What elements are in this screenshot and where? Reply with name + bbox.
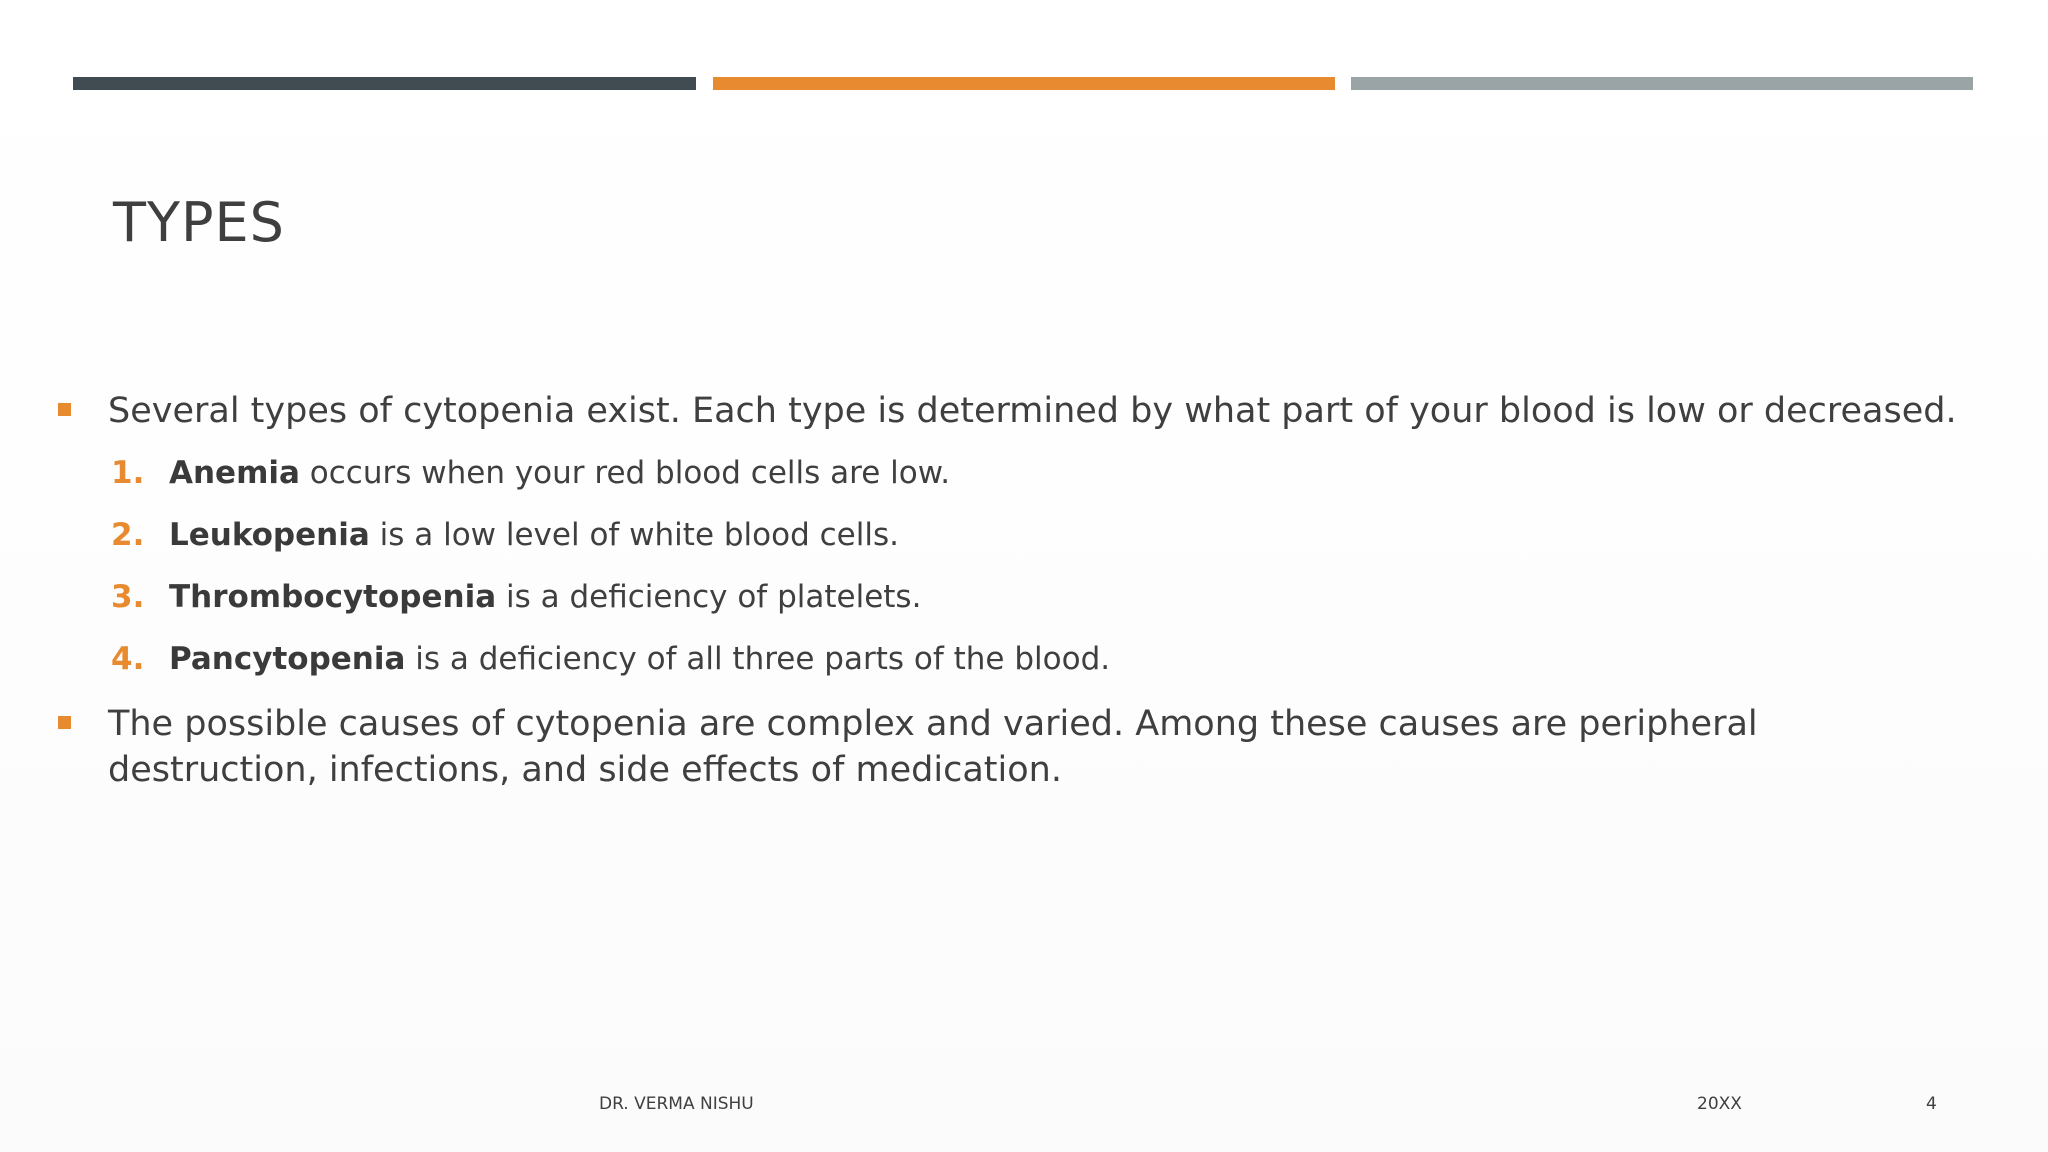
footer-author: DR. VERMA NISHU bbox=[599, 1094, 754, 1114]
item-number: 3. bbox=[111, 579, 145, 615]
item-text bbox=[169, 639, 1110, 679]
item-description: is a deficiency of platelets. bbox=[496, 579, 922, 615]
footer-year: 20XX bbox=[1697, 1094, 1742, 1114]
slide-number: 4 bbox=[1926, 1094, 1937, 1114]
item-text bbox=[169, 453, 950, 493]
item-text bbox=[169, 577, 921, 617]
square-bullet-icon bbox=[58, 716, 71, 729]
item-description: is a deficiency of all three parts of the blood. bbox=[405, 641, 1111, 677]
item-number: 1. bbox=[111, 455, 145, 491]
item-term: Thrombocytopenia bbox=[169, 579, 497, 615]
item-description: occurs when your red blood cells are low. bbox=[299, 455, 951, 491]
item-term: Leukopenia bbox=[169, 517, 370, 553]
item-number: 4. bbox=[111, 641, 145, 677]
item-term: Pancytopenia bbox=[169, 641, 406, 677]
accent-bar-gray bbox=[1351, 77, 1973, 90]
item-description: is a low level of white blood cells. bbox=[369, 517, 899, 553]
item-text bbox=[169, 515, 899, 555]
item-term: Anemia bbox=[169, 455, 300, 491]
bullet-text: The possible causes of cytopenia are complex and varied. Among these causes are peripheral destruction, infections, and side effects of medication. bbox=[108, 704, 1758, 790]
accent-bar-dark bbox=[73, 77, 696, 90]
square-bullet-icon bbox=[58, 403, 71, 416]
accent-bar-orange bbox=[713, 77, 1335, 90]
slide-title: TYPES bbox=[113, 191, 285, 254]
item-number: 2. bbox=[111, 517, 145, 553]
bullet-text: Several types of cytopenia exist. Each type is determined by what part of your blood is low or decreased. bbox=[108, 391, 1957, 431]
